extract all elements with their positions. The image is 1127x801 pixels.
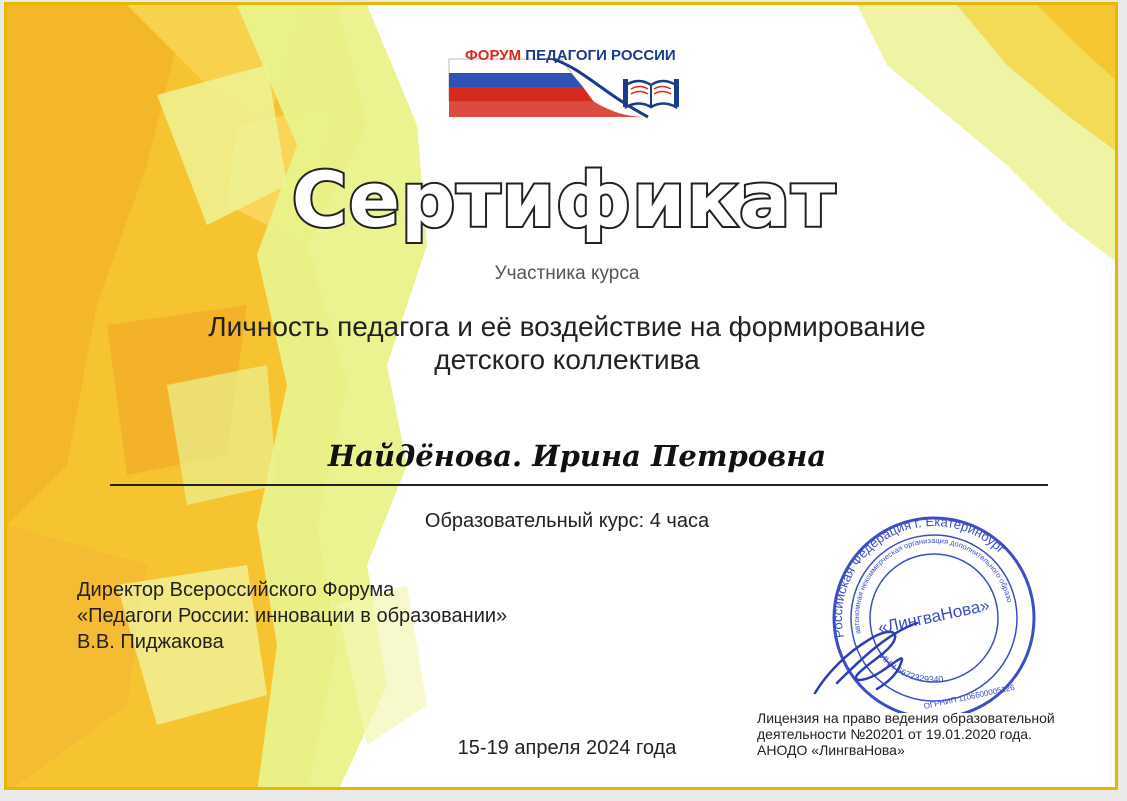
logo-word-pedagogi: ПЕДАГОГИ РОССИИ [525,47,676,64]
license-info [757,710,1107,758]
certificate-sheet [4,2,1118,790]
stamp-middle-ring-text: автономная некоммерческая организация дополнительного образования [851,535,1015,635]
signature-scribble [815,623,917,693]
participant-name: Найдёнова. Ирина Петровна [327,439,827,473]
book-icon [621,65,681,115]
logo-word-forum: ФОРУМ [465,47,522,64]
official-stamp [797,513,1057,713]
license-line3: АНОДО «ЛингваНова» [757,742,905,758]
stamp-center-text: «ЛингваНова» [876,595,992,638]
course-duration: Образовательный курс: 4 часа [424,510,710,532]
director-line1: Директор Всероссийского Форума [77,579,395,601]
director-name: В.В. Пиджакова [77,631,224,653]
license-line1: Лицензия на право ведения образовательной [757,710,1055,726]
forum-logo [443,43,693,121]
course-date: 15-19 апреля 2024 года [457,737,677,759]
logo-title [465,47,676,64]
stamp-ogrn-text: ОГРНИП 1106600005126 [922,682,1016,711]
course-title-line1: Личность педагога и её воздействие на формирование [208,311,926,342]
director-line2: «Педагоги России: инновации в образовании» [77,605,508,627]
course-title-line2: детского коллектива [434,344,700,375]
name-underline [110,484,1048,486]
stamp-outer-ring-text: Российская Федерация г. Екатеринбург [829,513,1009,640]
certificate-title: Сертификат [291,155,837,244]
director-signature-block [77,577,507,655]
stamp-inn-text: ИНН 6672329340 [877,651,944,685]
certificate-subtitle: Участника курса [494,263,640,284]
license-line2: деятельности №20201 от 19.01.2020 года. [757,726,1032,742]
course-title [117,310,1017,376]
